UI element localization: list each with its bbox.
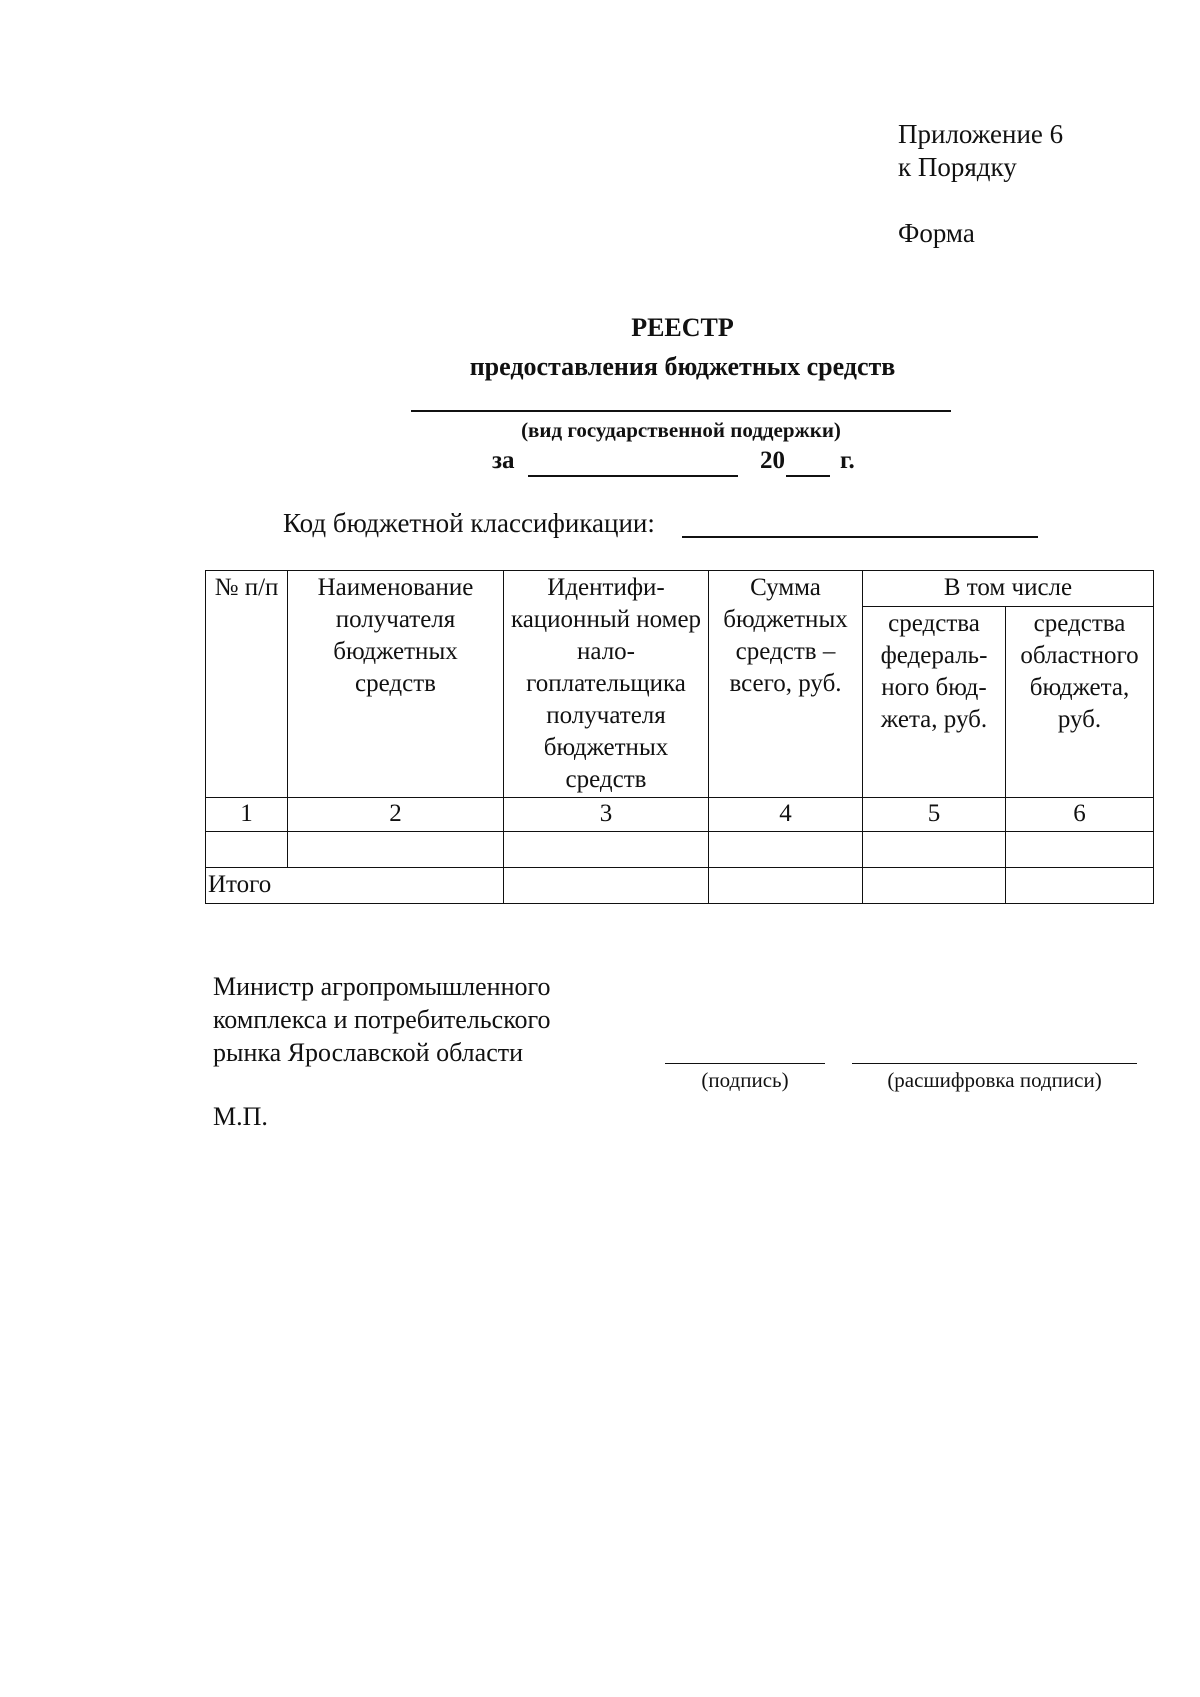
header-including: В том числе [863,571,1154,607]
document-subtitle: предоставления бюджетных средств [469,352,896,381]
column-number: 1 [206,798,288,832]
document-title: РЕЕСТР [631,313,734,342]
support-type-caption: (вид государственной поддержки) [521,418,841,442]
seal-label: М.П. [213,1102,268,1131]
signer-line: комплекса и потребительского [213,1005,551,1034]
period-year: 20 [760,447,785,474]
table-cell [1006,832,1154,868]
signature-decode-caption: (расшифровка подписи) [887,1068,1102,1092]
appendix-number: Приложение 6 [898,119,1064,149]
header-number: № п/п [206,571,288,798]
column-number: 3 [504,798,709,832]
header-federal-budget: средства федераль-ного бюд-жета, руб. [863,607,1006,798]
table-cell [206,832,288,868]
table-cell [288,832,504,868]
signer-line: Министр агропромышленного [213,972,551,1001]
column-number: 4 [709,798,863,832]
column-number: 5 [863,798,1006,832]
table-cell [1006,868,1154,904]
table-cell [709,832,863,868]
signature-decode-blank [852,1063,1137,1064]
signer-title [213,970,551,1069]
column-number: 2 [288,798,504,832]
column-number: 6 [1006,798,1154,832]
classification-label: Код бюджетной классификации: [283,508,655,538]
header-total-amount: Сумма бюджетных средств – всего, руб. [709,571,863,798]
table-cell [504,832,709,868]
support-type-line [411,410,951,412]
header-regional-budget: средства областного бюджета, руб. [1006,607,1154,798]
total-label: Итого [206,868,504,904]
classification-blank [682,536,1038,538]
signer-line: рынка Ярославской области [213,1038,524,1067]
column-number-row [206,798,1154,832]
appendix-reference [898,118,1063,184]
total-row [206,868,1154,904]
table-cell [504,868,709,904]
table-cell [863,832,1006,868]
registry-table [205,570,1154,904]
signature-caption: (подпись) [701,1068,789,1092]
appendix-order: к Порядку [898,152,1017,182]
period-suffix: г. [840,447,855,474]
table-header-row [206,571,1154,607]
header-recipient-name: Наименование получателя бюджетных средств [288,571,504,798]
signature-blank [665,1063,825,1064]
form-label: Форма [898,218,975,248]
year-blank [786,475,830,477]
table-cell [709,868,863,904]
period-prefix: за [492,447,515,474]
header-taxpayer-id: Идентифи-кационный номер нало-гоплательщика получателя бюджетных средств [504,571,709,798]
table-cell [863,868,1006,904]
table-row [206,832,1154,868]
period-blank [528,475,738,477]
